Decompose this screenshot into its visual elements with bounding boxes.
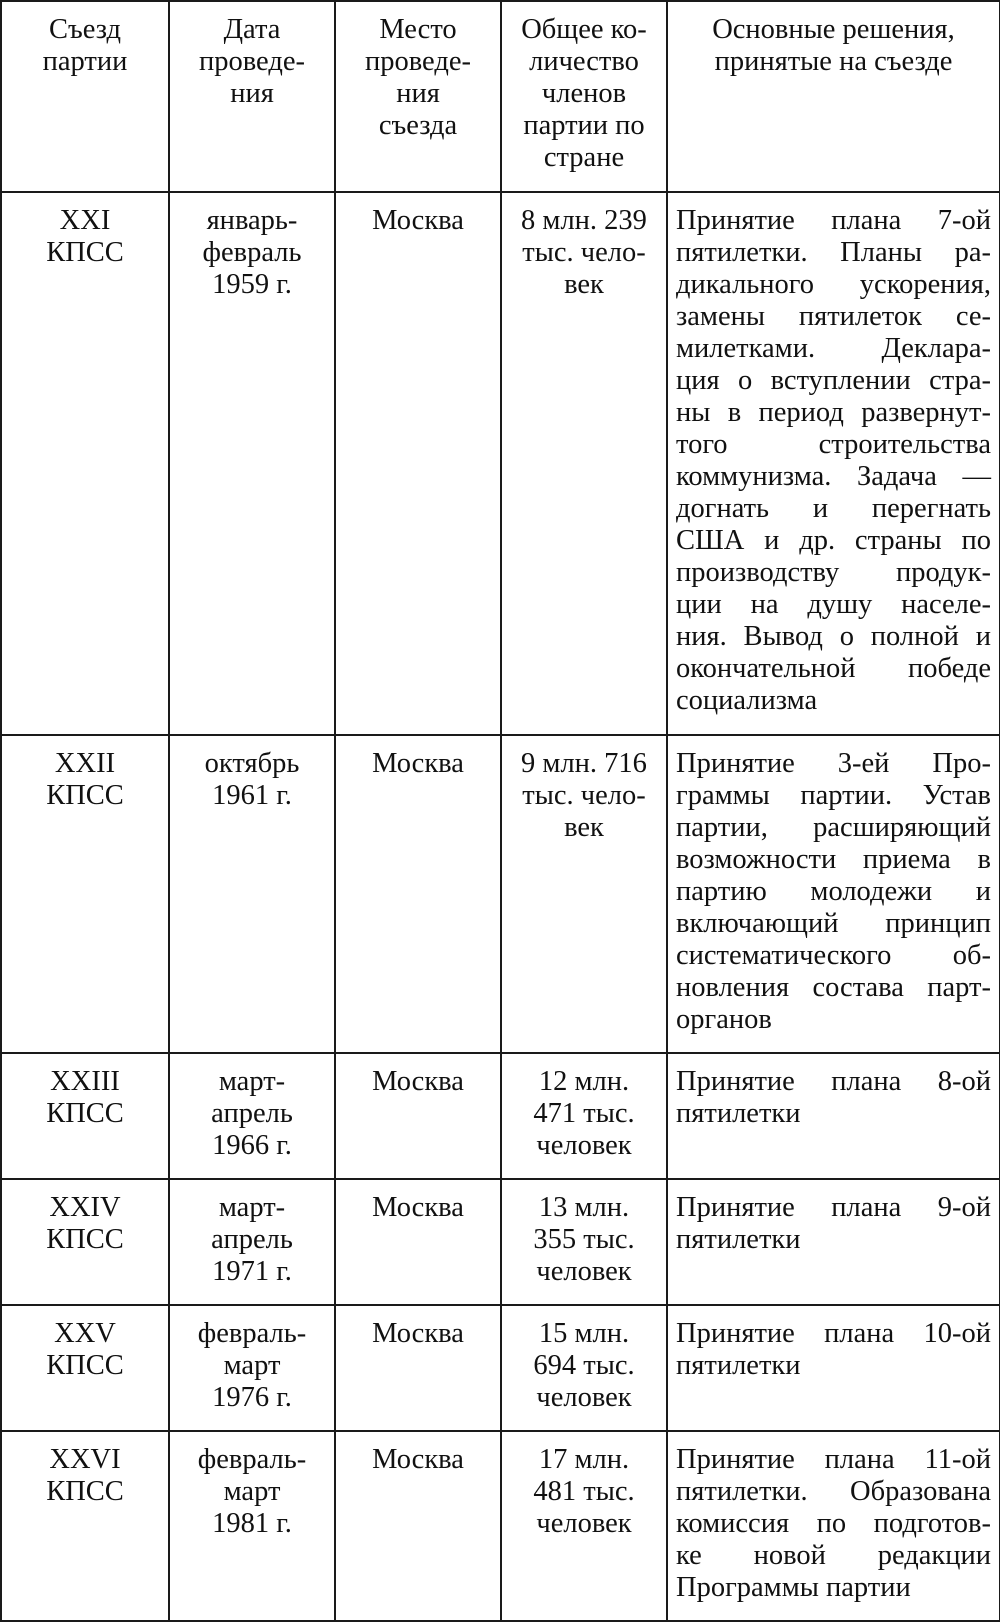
cell-place: Москва [335, 192, 501, 735]
cell-decisions: Принятие плана 9-ой пятилетки [667, 1179, 1000, 1305]
cell-decisions: Принятие плана 7-ой пятилетки. Планы ра- дикального ускорения, замены пятилеток се- милетками. Деклара- ция о вступлении стра- ны в период развернут- того строительства коммунизма. Задача — догнать и перегнать США и др. страны по производству продук- ции на душу населе- ния. Вывод о полной и окончательной победе социализма [667, 192, 1000, 735]
header-row [1, 1, 1000, 192]
cell-place: Москва [335, 735, 501, 1053]
header-decisions: Основные решения, принятые на съезде [667, 1, 1000, 192]
cell-date: март- апрель 1966 г. [169, 1053, 335, 1179]
cell-date: февраль- март 1976 г. [169, 1305, 335, 1431]
cell-members: 8 млн. 239 тыс. чело- век [501, 192, 667, 735]
cell-congress: XXVI КПСС [1, 1431, 169, 1621]
cell-date: март- апрель 1971 г. [169, 1179, 335, 1305]
table-row [1, 192, 1000, 735]
cell-congress: XXIV КПСС [1, 1179, 169, 1305]
cell-place: Москва [335, 1431, 501, 1621]
cell-decisions: Принятие плана 10-ой пятилетки [667, 1305, 1000, 1431]
table-row [1, 1179, 1000, 1305]
cell-members: 13 млн. 355 тыс. человек [501, 1179, 667, 1305]
table-body [1, 192, 1000, 1621]
header-date: Дата проведе- ния [169, 1, 335, 192]
cell-decisions: Принятие 3-ей Про- граммы партии. Устав партии, расширяющий возможности приема в партию молодежи и включающий принцип систематического об- новления состава парт- органов [667, 735, 1000, 1053]
cell-place: Москва [335, 1179, 501, 1305]
header-congress: Съезд партии [1, 1, 169, 192]
table-row [1, 1053, 1000, 1179]
cell-members: 12 млн. 471 тыс. человек [501, 1053, 667, 1179]
cell-place: Москва [335, 1053, 501, 1179]
cell-date: февраль- март 1981 г. [169, 1431, 335, 1621]
table-row [1, 735, 1000, 1053]
cell-members: 9 млн. 716 тыс. чело- век [501, 735, 667, 1053]
table-row [1, 1431, 1000, 1621]
cell-date: январь- февраль 1959 г. [169, 192, 335, 735]
cell-congress: XXI КПСС [1, 192, 169, 735]
cell-date: октябрь 1961 г. [169, 735, 335, 1053]
cell-members: 15 млн. 694 тыс. человек [501, 1305, 667, 1431]
cell-decisions: Принятие плана 8-ой пятилетки [667, 1053, 1000, 1179]
cell-congress: XXIII КПСС [1, 1053, 169, 1179]
cell-decisions: Принятие плана 11-ой пятилетки. Образована комиссия по подготов- ке новой редакции Программы партии [667, 1431, 1000, 1621]
cell-members: 17 млн. 481 тыс. человек [501, 1431, 667, 1621]
header-place: Место проведе- ния съезда [335, 1, 501, 192]
table-row [1, 1305, 1000, 1431]
cell-place: Москва [335, 1305, 501, 1431]
cell-congress: XXV КПСС [1, 1305, 169, 1431]
cell-congress: XXII КПСС [1, 735, 169, 1053]
header-members: Общее ко- личество членов партии по стране [501, 1, 667, 192]
